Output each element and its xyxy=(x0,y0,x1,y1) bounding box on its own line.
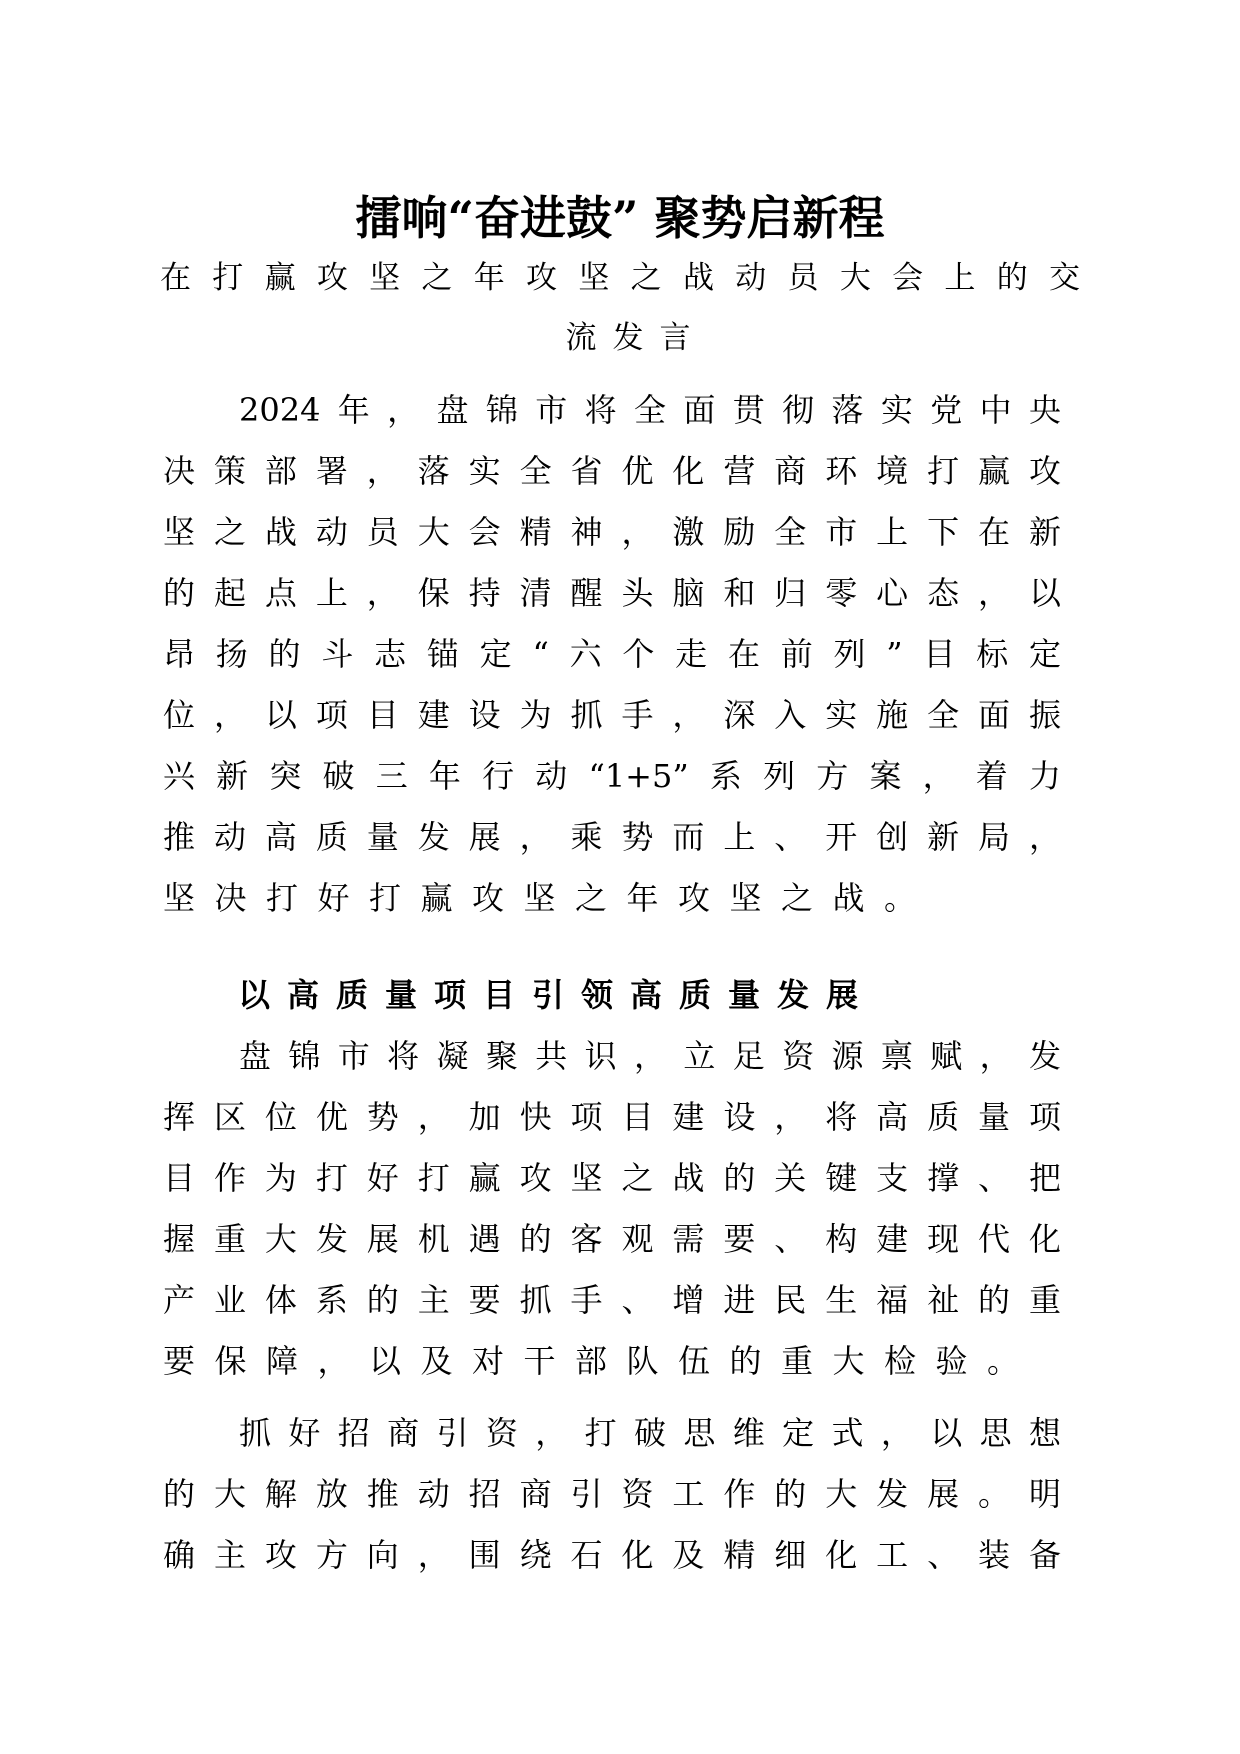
paragraph-line: 推动高质量发展，乘势而上、开创新局， xyxy=(163,818,1061,856)
paragraph-line: 产业体系的主要抓手、增进民生福祉的重 xyxy=(163,1281,1061,1319)
paragraph-line: 确主攻方向，围绕石化及精细化工、装备 xyxy=(163,1536,1061,1574)
paragraph-investment xyxy=(163,1403,1061,1586)
paragraph-line: 盘锦市将凝聚共识，立足资源禀赋，发 xyxy=(239,1037,1061,1075)
paragraph-line: 的大解放推动招商引资工作的大发展。明 xyxy=(163,1475,1061,1513)
paragraph-intro xyxy=(163,380,1061,929)
paragraph-line: 2024年，盘锦市将全面贯彻落实党中央 xyxy=(239,391,1061,429)
paragraph-line: 的起点上，保持清醒头脑和归零心态，以 xyxy=(163,574,1061,612)
paragraph-line: 要保障，以及对干部队伍的重大检验。 xyxy=(163,1342,1039,1380)
paragraph-line: 坚之战动员大会精神，激励全市上下在新 xyxy=(163,513,1061,551)
paragraph-line: 决策部署，落实全省优化营商环境打赢攻 xyxy=(163,452,1061,490)
document-title: 擂响“奋进鼓” 聚势启新程 xyxy=(355,191,885,245)
paragraph-line: 抓好招商引资，打破思维定式，以思想 xyxy=(239,1414,1061,1452)
paragraph-line: 坚决打好打赢攻坚之年攻坚之战。 xyxy=(163,879,936,917)
paragraph-projects xyxy=(163,1026,1061,1392)
paragraph-line: 目作为打好打赢攻坚之战的关键支撑、把 xyxy=(163,1159,1061,1197)
document-subtitle-line-1: 在打赢攻坚之年攻坚之战动员大会上的交 xyxy=(160,260,1080,296)
paragraph-line: 兴新突破三年行动“1+5”系列方案，着力 xyxy=(163,757,1061,795)
paragraph-line: 昂扬的斗志锚定“六个走在前列”目标定 xyxy=(163,635,1061,673)
document-subtitle-line-2: 流发言 xyxy=(565,320,707,356)
paragraph-line: 挥区位优势，加快项目建设，将高质量项 xyxy=(163,1098,1061,1136)
paragraph-line: 握重大发展机遇的客观需要、构建现代化 xyxy=(163,1220,1061,1258)
section-heading: 以高质量项目引领高质量发展 xyxy=(238,976,876,1014)
paragraph-line: 位，以项目建设为抓手，深入实施全面振 xyxy=(163,696,1061,734)
